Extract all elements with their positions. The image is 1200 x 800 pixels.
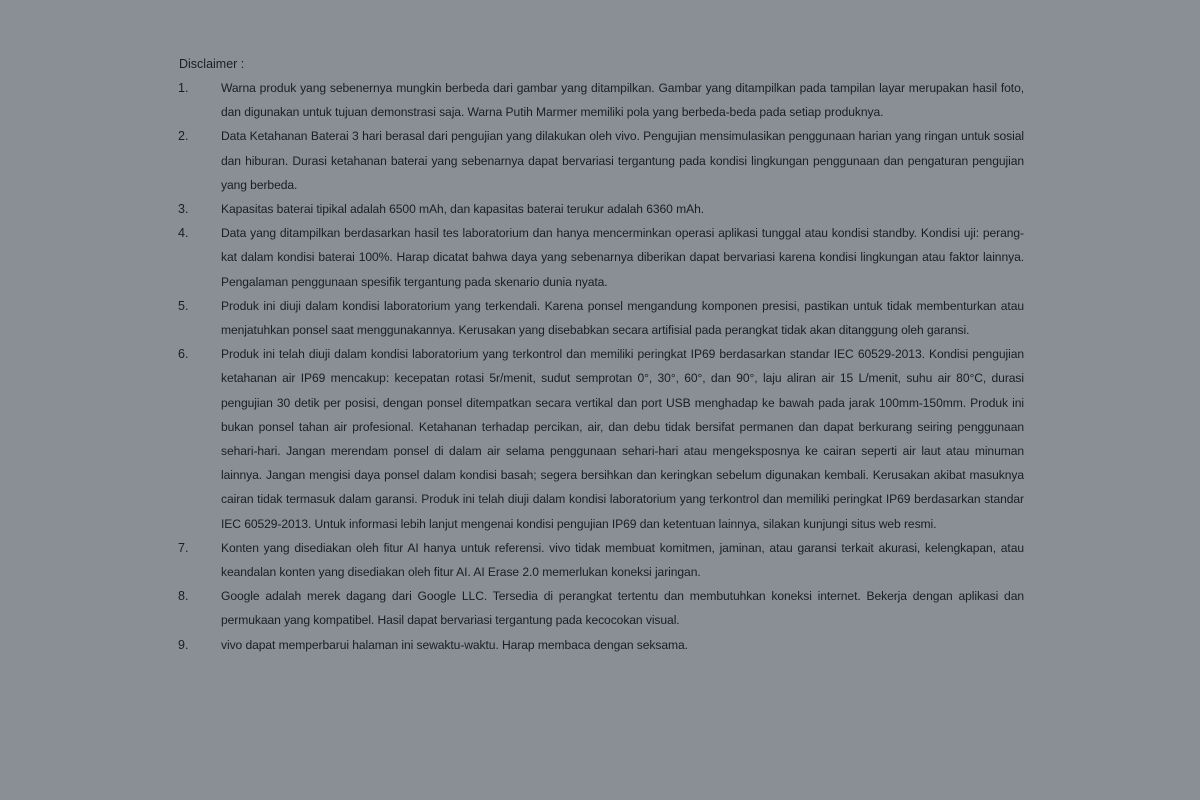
list-item-number: 3. — [178, 202, 189, 217]
disclaimer-list — [178, 76, 1024, 657]
list-item-text: Warna produk yang sebenernya mungkin berbeda dari gambar yang ditampilkan. Gambar yang ditampilkan pada tampilan layar merupakan hasil foto, dan digunakan untuk tujuan demonstrasi saja. Warna Putih Marmer memiliki pola yang berbeda-beda pada setiap produknya. — [221, 81, 1024, 120]
list-item-text: Konten yang disediakan oleh fitur AI hanya untuk referensi. vivo tidak membuat komitmen, jaminan, atau garansi terkait akurasi, kelengkapan, atau keandalan konten yang disediakan oleh fitur AI. AI Erase 2.0 memerlukan koneksi jaringan. — [221, 540, 1024, 580]
list-item-text: Produk ini telah diuji dalam kondisi laboratorium yang terkontrol dan memiliki peringkat IP69 berdasarkan standar IEC 60529-2013. Kondisi pengujian ketahanan air IP69 mencakup: kecepatan rotasi 5r/menit, sudut semprotan 0°, 30°, 60°, dan 90°, laju aliran air 15 L/menit, suhu air 80°C, durasi pengujian 30 detik per posisi, dengan ponsel ditempatkan secara vertikal dan port USB menghadap ke bawah pada jarak 100mm-150mm. Produk ini bukan ponsel tahan air profesional. Ketahanan terhadap percikan, air, dan debu tidak bersifat permanen dan dapat berkurang seiring penggunaan sehari-hari. Jangan merendam ponsel di dalam air selama penggunaan sehari-hari atau mengeksposnya ke cairan seperti air laut atau minuman lainnya. Jangan mengisi daya ponsel dalam kondisi basah; segera bersihkan dan keringkan sebelum digunakan kembali. Kerusakan akibat masuknya cairan tidak termasuk dalam garansi. Produk ini telah diuji dalam kondisi laboratorium yang terkontrol dan memiliki peringkat IP69 berdasarkan standar IEC 60529-2013. Untuk informasi lebih lanjut mengenai kondisi pengujian IP69 dan ketentuan lainnya, silakan kunjungi situs web resmi. — [221, 347, 1024, 531]
list-item-number: 8. — [178, 589, 189, 604]
list-item-text: vivo dapat memperbarui halaman ini sewaktu-waktu. Harap membaca dengan seksama. — [221, 637, 688, 652]
disclaimer-section — [178, 52, 1024, 657]
list-item-number: 5. — [178, 298, 189, 313]
disclaimer-item-6 — [178, 342, 1024, 536]
list-item-number: 1. — [178, 81, 189, 95]
disclaimer-item-7 — [178, 536, 1024, 584]
disclaimer-item-8 — [178, 584, 1024, 632]
list-item-text: Data Ketahanan Baterai 3 hari berasal dari pengujian yang dilakukan oleh vivo. Pengujian mensimulasikan penggunaan harian yang ringan untuk sosial dan hiburan. Durasi ketahanan baterai yang sebenarnya dapat bervariasi tergantung pada kondisi lingkungan penggunaan dan pengaturan pengujian yang berbeda. — [221, 129, 1024, 192]
list-item-number: 6. — [178, 347, 189, 362]
list-item-text: Kapasitas baterai tipikal adalah 6500 mAh, dan kapasitas baterai terukur adalah 6360 mAh. — [221, 202, 704, 217]
disclaimer-item-3 — [178, 197, 1024, 221]
list-item-text: Data yang ditampilkan berdasarkan hasil tes laboratorium dan hanya mencerminkan operasi aplikasi tunggal atau kondisi standby. Kondisi uji: perang-kat dalam kondisi baterai 100%. Harap dicatat bahwa daya yang sebenarnya diberikan dapat bervariasi karena kondisi lingkungan atau faktor lainnya. Pengalaman penggunaan spesifik tergantung pada skenario dunia nyata. — [221, 226, 1024, 289]
list-item-text: Google adalah merek dagang dari Google LLC. Tersedia di perangkat tertentu dan membutuhkan koneksi internet. Bekerja dengan aplikasi dan permukaan yang kompatibel. Hasil dapat bervariasi tergantung pada kecocokan visual. — [221, 589, 1024, 628]
list-item-number: 2. — [178, 129, 189, 144]
disclaimer-item-5 — [178, 294, 1024, 342]
disclaimer-item-4 — [178, 221, 1024, 294]
disclaimer-item-9 — [178, 633, 1024, 657]
disclaimer-title: Disclaimer : — [179, 57, 245, 71]
list-item-number: 7. — [178, 540, 189, 555]
disclaimer-item-1 — [178, 76, 1024, 124]
list-item-number: 4. — [178, 226, 189, 241]
list-item-number: 9. — [178, 637, 189, 652]
disclaimer-item-2 — [178, 124, 1024, 197]
list-item-text: Produk ini diuji dalam kondisi laboratorium yang terkendali. Karena ponsel mengandung komponen presisi, pastikan untuk tidak membenturkan atau menjatuhkan ponsel saat menggunakannya. Kerusakan yang disebabkan secara artifisial pada perangkat tidak akan ditanggung oleh garansi. — [221, 298, 1024, 338]
